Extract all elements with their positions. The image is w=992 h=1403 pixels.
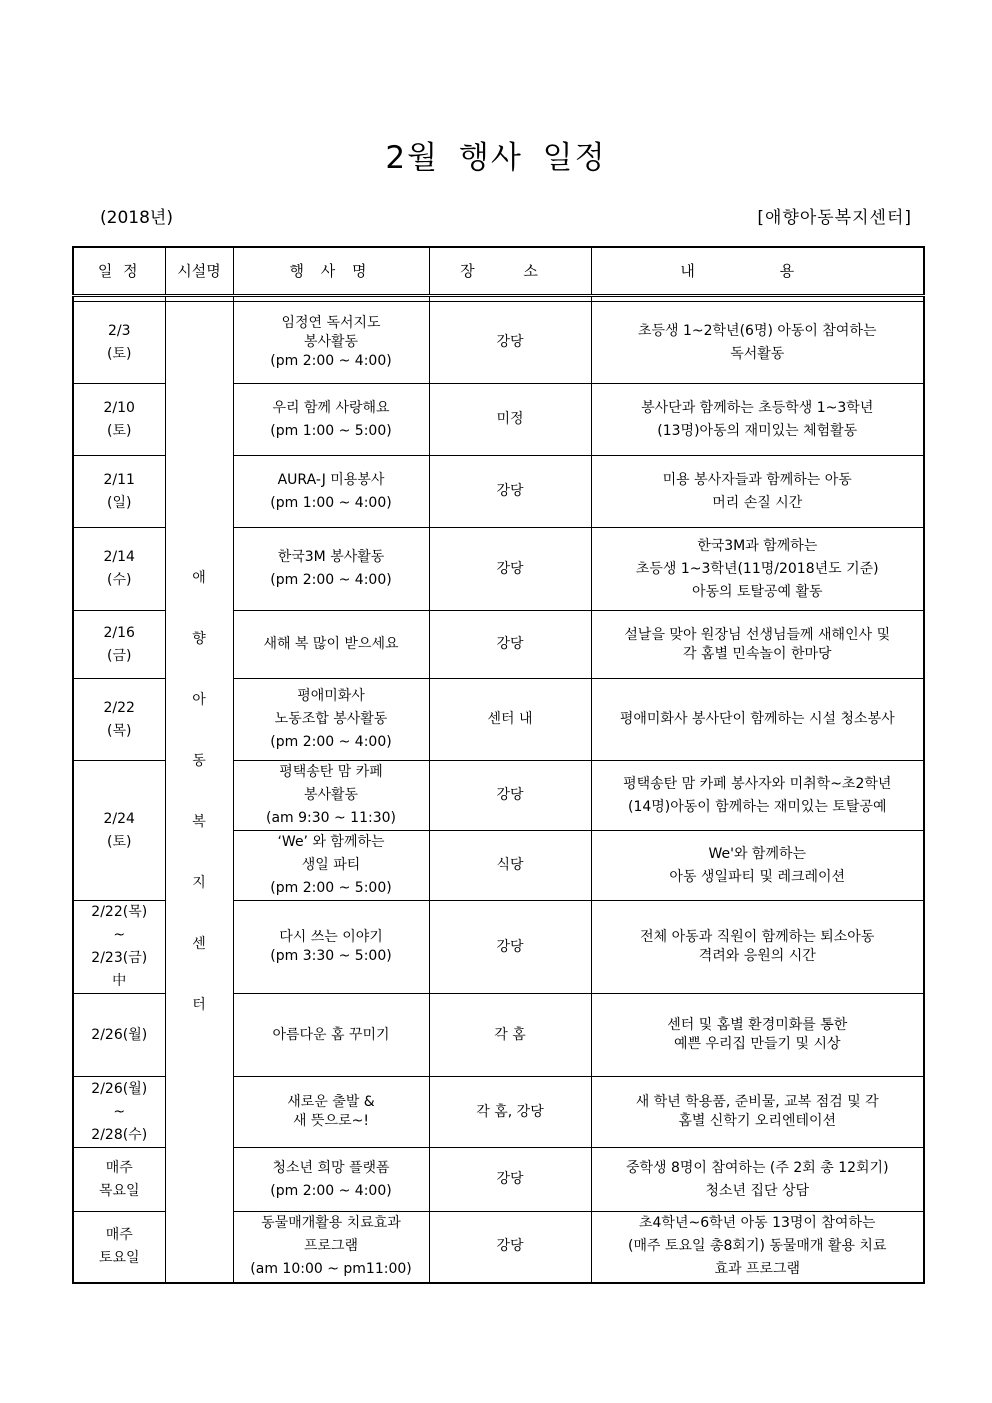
date-cell: 2/16 (금): [73, 611, 165, 679]
event-cell: 평애미화사 노동조합 봉사활동 (pm 2:00 ~ 4:00): [233, 679, 429, 761]
event-cell: ‘We’ 와 함께하는 생일 파티 (pm 2:00 ~ 5:00): [233, 831, 429, 901]
place-cell: 강당: [429, 528, 591, 611]
date-cell: 2/11 (일): [73, 456, 165, 528]
header-place: 장 소: [429, 247, 591, 296]
header-facility: 시설명: [165, 247, 233, 296]
content-cell: 평애미화사 봉사단이 함께하는 시설 청소봉사: [591, 679, 924, 761]
content-cell: 센터 및 홈별 환경미화를 통한 예쁜 우리집 만들기 및 시상: [591, 994, 924, 1077]
page-title: 2월 행사 일정: [385, 140, 607, 176]
header-event: 행 사 명: [233, 247, 429, 296]
event-cell: 동물매개활용 치료효과 프로그램 (am 10:00 ~ pm11:00): [233, 1212, 429, 1283]
content-cell: 초등생 1~2학년(6명) 아동이 참여하는 독서활동: [591, 302, 924, 384]
year-label: (2018년): [100, 208, 173, 228]
content-cell: 미용 봉사자들과 함께하는 아동 머리 손질 시간: [591, 456, 924, 528]
facility-cell: 애 향 아 동 복 지 센 터: [165, 302, 233, 1283]
date-cell: 2/10 (토): [73, 384, 165, 456]
event-cell: 청소년 희망 플랫폼 (pm 2:00 ~ 4:00): [233, 1148, 429, 1212]
content-cell: 전체 아동과 직원이 함께하는 퇴소아동 격려와 응원의 시간: [591, 901, 924, 994]
place-cell: 미정: [429, 384, 591, 456]
place-cell: 강당: [429, 1212, 591, 1283]
place-cell: 식당: [429, 831, 591, 901]
date-cell: 매주 목요일: [73, 1148, 165, 1212]
content-cell: 초4학년~6학년 아동 13명이 참여하는 (매주 토요일 총8회기) 동물매개 활용 치료 효과 프로그램: [591, 1212, 924, 1283]
date-cell: 2/26(월): [73, 994, 165, 1077]
date-cell: 2/26(월) ~ 2/28(수): [73, 1077, 165, 1148]
content-cell: 봉사단과 함께하는 초등학생 1~3학년 (13명)아동의 재미있는 체험활동: [591, 384, 924, 456]
date-cell: 2/24 (토): [73, 761, 165, 901]
place-cell: 각 홈, 강당: [429, 1077, 591, 1148]
header-row: [73, 247, 924, 296]
place-cell: 강당: [429, 456, 591, 528]
content-cell: 한국3M과 함께하는 초등생 1~3학년(11명/2018년도 기준) 아동의 토탈공예 활동: [591, 528, 924, 611]
content-cell: 새 학년 학용품, 준비물, 교복 점검 및 각 홈별 신학기 오리엔테이션: [591, 1077, 924, 1148]
event-cell: 우리 함께 사랑해요 (pm 1:00 ~ 5:00): [233, 384, 429, 456]
place-cell: 각 홈: [429, 994, 591, 1077]
date-cell: 2/22 (목): [73, 679, 165, 761]
date-cell: 2/22(목) ~ 2/23(금) 中: [73, 901, 165, 994]
table-row: [73, 302, 924, 384]
place-cell: 센터 내: [429, 679, 591, 761]
header-content: 내 용: [591, 247, 924, 296]
place-cell: 강당: [429, 761, 591, 831]
place-cell: 강당: [429, 611, 591, 679]
date-cell: 2/14 (수): [73, 528, 165, 611]
event-cell: 평택송탄 맘 카페 봉사활동 (am 9:30 ~ 11:30): [233, 761, 429, 831]
event-cell: 아름다운 홈 꾸미기: [233, 994, 429, 1077]
date-cell: 매주 토요일: [73, 1212, 165, 1283]
event-cell: 새해 복 많이 받으세요: [233, 611, 429, 679]
event-cell: 다시 쓰는 이야기 (pm 3:30 ~ 5:00): [233, 901, 429, 994]
content-cell: 중학생 8명이 참여하는 (주 2회 총 12회기) 청소년 집단 상담: [591, 1148, 924, 1212]
schedule-table: [72, 246, 925, 1284]
content-cell: 평택송탄 맘 카페 봉사자와 미취학~초2학년 (14명)아동이 함께하는 재미있는 토탈공예: [591, 761, 924, 831]
date-cell: 2/3 (토): [73, 302, 165, 384]
place-cell: 강당: [429, 1148, 591, 1212]
content-cell: We'와 함께하는 아동 생일파티 및 레크레이션: [591, 831, 924, 901]
place-cell: 강당: [429, 901, 591, 994]
content-cell: 설날을 맞아 원장님 선생님들께 새해인사 및 각 홈별 민속놀이 한마당: [591, 611, 924, 679]
place-cell: 강당: [429, 302, 591, 384]
header-date: 일 정: [73, 247, 165, 296]
organization-label: [애향아동복지센터]: [757, 208, 912, 228]
event-cell: 임정연 독서지도 봉사활동 (pm 2:00 ~ 4:00): [233, 302, 429, 384]
event-cell: 한국3M 봉사활동 (pm 2:00 ~ 4:00): [233, 528, 429, 611]
event-cell: 새로운 출발 & 새 뜻으로~!: [233, 1077, 429, 1148]
event-cell: AURA-J 미용봉사 (pm 1:00 ~ 4:00): [233, 456, 429, 528]
